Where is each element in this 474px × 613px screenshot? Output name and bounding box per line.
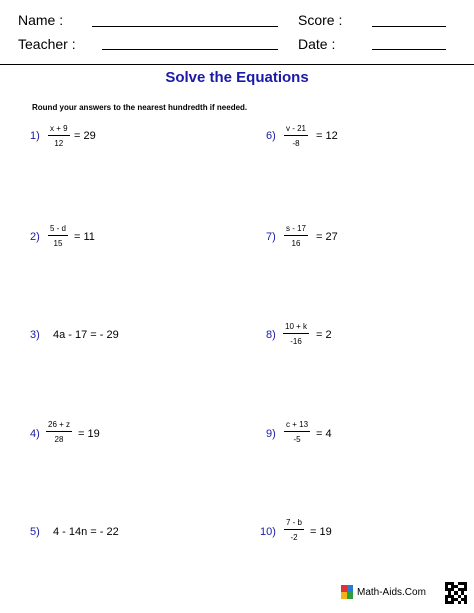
problem-number: 9)	[266, 428, 276, 440]
teacher-line[interactable]	[102, 49, 278, 50]
site-name: Math-Aids.Com	[357, 586, 426, 598]
right-hand-side: = 19	[78, 428, 100, 440]
fraction	[283, 322, 309, 346]
score-label: Score :	[298, 12, 343, 28]
numerator: 10 + k	[283, 322, 309, 334]
numerator: 5 - d	[48, 224, 68, 236]
right-hand-side: = 29	[74, 130, 96, 142]
denominator: 16	[291, 239, 301, 248]
denominator: 15	[53, 239, 63, 248]
numerator: s - 17	[284, 224, 308, 236]
math-aids-icon	[341, 585, 353, 599]
denominator: -5	[293, 435, 301, 444]
fraction	[48, 124, 70, 148]
numerator: 26 + z	[46, 420, 72, 432]
name-label: Name :	[18, 12, 64, 28]
problem-number: 6)	[266, 130, 276, 142]
numerator: c + 13	[284, 420, 310, 432]
problem-number: 2)	[30, 231, 40, 243]
fraction	[284, 224, 308, 248]
name-line[interactable]	[92, 26, 278, 27]
right-hand-side: = 19	[310, 526, 332, 538]
denominator: -16	[290, 337, 302, 346]
teacher-label: Teacher :	[18, 36, 76, 52]
problem-number: 5)	[30, 526, 40, 538]
fraction	[284, 518, 304, 542]
problem-number: 4)	[30, 428, 40, 440]
equation: 4a - 17 = - 29	[53, 329, 119, 341]
denominator: 12	[54, 139, 64, 148]
fraction	[48, 224, 68, 248]
date-line[interactable]	[372, 49, 446, 50]
site-logo	[341, 585, 426, 599]
fraction	[46, 420, 72, 444]
denominator: -2	[290, 533, 298, 542]
numerator: 7 - b	[284, 518, 304, 530]
right-hand-side: = 2	[316, 329, 332, 341]
problem-number: 8)	[266, 329, 276, 341]
numerator: x + 9	[48, 124, 70, 136]
right-hand-side: = 27	[316, 231, 338, 243]
problem-number: 1)	[30, 130, 40, 142]
qr-code-icon	[445, 582, 467, 604]
score-line[interactable]	[372, 26, 446, 27]
right-hand-side: = 4	[316, 428, 332, 440]
right-hand-side: = 11	[74, 231, 95, 243]
fraction	[284, 124, 308, 148]
fraction	[284, 420, 310, 444]
problem-number: 3)	[30, 329, 40, 341]
denominator: -8	[292, 139, 300, 148]
right-hand-side: = 12	[316, 130, 338, 142]
problem-number: 10)	[260, 526, 276, 538]
denominator: 28	[54, 435, 64, 444]
problem-number: 7)	[266, 231, 276, 243]
equation: 4 - 14n = - 22	[53, 526, 119, 538]
header-divider	[0, 64, 474, 65]
date-label: Date :	[298, 36, 336, 52]
page-title: Solve the Equations	[165, 69, 309, 86]
numerator: v - 21	[284, 124, 308, 136]
instructions: Round your answers to the nearest hundredth if needed.	[32, 103, 248, 112]
